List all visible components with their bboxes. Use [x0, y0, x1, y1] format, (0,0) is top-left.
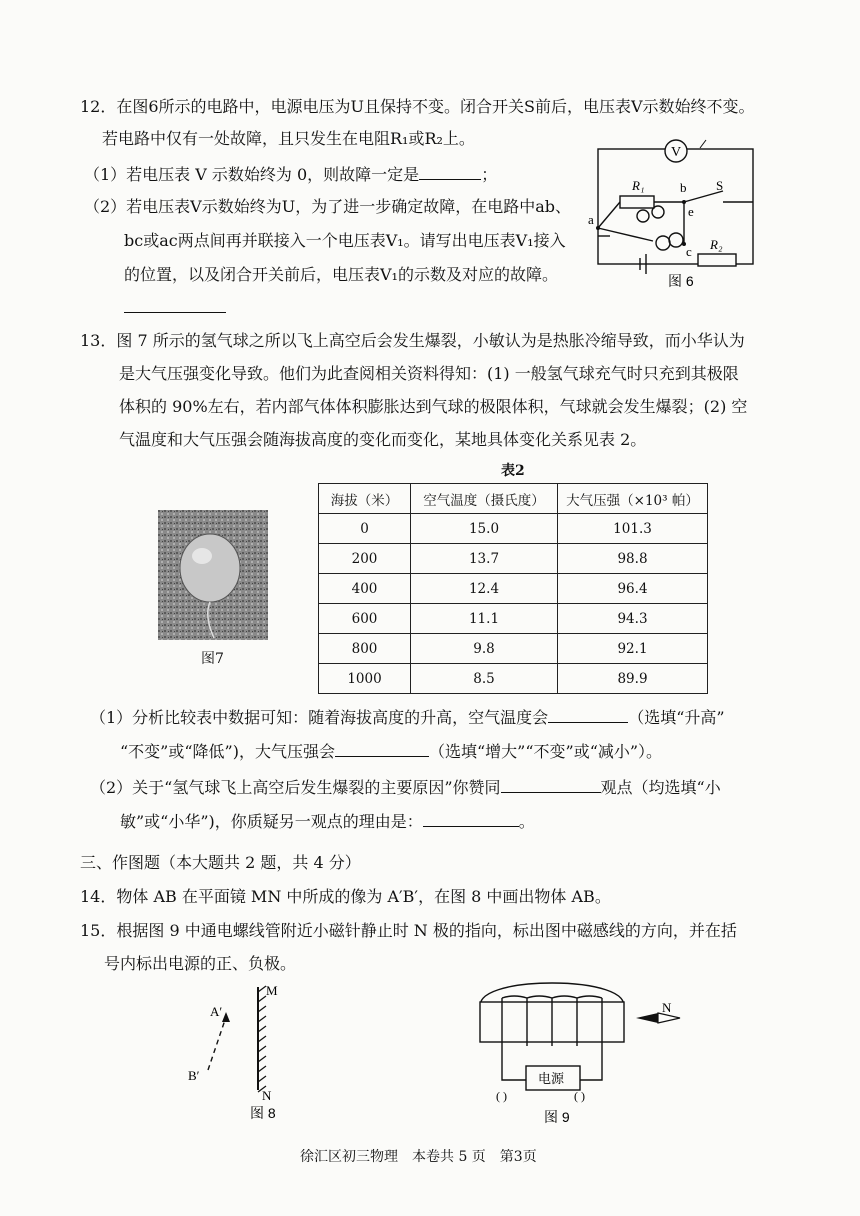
table-row	[319, 664, 708, 694]
table-cell: 1000	[319, 664, 411, 694]
q12-line-1: 12．在图6所示的电路中，电源电压为U且保持不变。闭合开关S前后，电压表V示数始终不变。	[80, 97, 755, 116]
fig9-power-source: 电源	[538, 1071, 565, 1086]
q13-line-3: 体积的 90%左右，若内部气体体积膨胀达到气球的极限体积，气球就会发生爆裂；(2) 空	[119, 397, 748, 416]
q13-line-1: 13．图 7 所示的氢气球之所以飞上高空后会发生爆裂，小敏认为是热胀冷缩导致，而小华认为	[80, 331, 745, 350]
fig8-caption: 图 8	[250, 1105, 276, 1121]
table-2-caption: 表2	[501, 463, 525, 479]
q14-text: 14．物体 AB 在平面镜 MN 中所成的像为 A′B′，在图 8 中画出物体 AB。	[80, 887, 611, 906]
fig6-label-c: c	[686, 244, 692, 259]
table-cell: 0	[319, 514, 411, 544]
table-cell: 94.3	[558, 604, 708, 634]
q12-part-2-line-2: bc或ac两点间再并联接入一个电压表V₁。请写出电压表V₁接入	[124, 231, 566, 250]
table-header-temperature: 空气温度（摄氏度）	[411, 484, 558, 514]
fig8-label-n: N	[262, 1088, 272, 1103]
table-cell: 8.5	[411, 664, 558, 694]
fig6-label-r2: R₂	[710, 237, 723, 252]
fig6-label-r1: R₁	[632, 178, 645, 193]
q13-sub-1-line-2: “不变”或“降低”)，大气压强会 （选填“增大”“不变”或“减小”）。	[120, 742, 663, 761]
table-cell: 89.9	[558, 664, 708, 694]
table-cell: 200	[319, 544, 411, 574]
table-row	[319, 514, 708, 544]
fig6-label-a: a	[588, 212, 594, 227]
figure-6-circuit	[588, 136, 770, 296]
table-cell: 98.8	[558, 544, 708, 574]
q13-answer-blank-reason[interactable]	[423, 810, 519, 827]
q13-answer-blank-temp[interactable]	[548, 706, 628, 723]
fig6-label-e: e	[688, 204, 694, 219]
q12-part-1: （1）若电压表 V 示数始终为 0，则故障一定是 ；	[84, 165, 498, 184]
fig6-label-s: S	[716, 178, 724, 193]
table-cell: 101.3	[558, 514, 708, 544]
fig9-label-n: N	[662, 1000, 672, 1015]
q13-sub-2-line-1: （2）关于“氢气球飞上高空后发生爆裂的主要原因”你赞同 观点（均选填“小	[90, 778, 721, 797]
table-cell: 800	[319, 634, 411, 664]
fig6-label-v: V	[671, 145, 682, 160]
fig9-caption: 图 9	[544, 1109, 570, 1125]
table-cell: 15.0	[411, 514, 558, 544]
table-header-pressure: 大气压强（×10³ 帕）	[558, 484, 708, 514]
figure-9-solenoid	[462, 972, 702, 1132]
q15-line-2: 号内标出电源的正、负极。	[104, 954, 297, 973]
q12-line-2: 若电路中仅有一处故障，且只发生在电阻R₁或R₂上。	[102, 129, 475, 148]
fig9-paren-right[interactable]: ( )	[574, 1089, 585, 1103]
page-footer: 徐汇区初三物理 本卷共 5 页 第3页	[300, 1149, 537, 1165]
table-cell: 9.8	[411, 634, 558, 664]
figure-8-mirror	[180, 982, 290, 1122]
table-cell: 92.1	[558, 634, 708, 664]
q12-part-2-line-1: （2）若电压表V示数始终为U，为了进一步确定故障，在电路中ab、	[84, 197, 572, 216]
fig6-label-b: b	[680, 180, 687, 195]
fig8-label-b-prime: B′	[188, 1068, 200, 1083]
q15-line-1: 15．根据图 9 中通电螺线管附近小磁针静止时 N 极的指向，标出图中磁感线的方向，并在括	[80, 921, 737, 940]
q13-answer-blank-viewpoint[interactable]	[501, 776, 601, 793]
q13-answer-blank-pressure[interactable]	[335, 740, 429, 757]
q12-answer-blank-1[interactable]	[419, 163, 481, 180]
q12-part-2-line-3: 的位置，以及闭合开关前后，电压表V₁的示数及对应的故障。	[124, 265, 558, 284]
table-cell: 96.4	[558, 574, 708, 604]
fig8-label-a-prime: A′	[210, 1004, 223, 1019]
q13-line-4: 气温度和大气压强会随海拔高度的变化而变化，某地具体变化关系见表 2。	[119, 430, 647, 449]
figure-7-caption: 图7	[201, 651, 224, 667]
table-cell: 11.1	[411, 604, 558, 634]
fig6-caption: 图 6	[668, 273, 694, 289]
table-cell: 600	[319, 604, 411, 634]
table-row	[319, 574, 708, 604]
figure-7-balloon-photo	[158, 510, 268, 640]
table-row	[319, 604, 708, 634]
table-header-altitude: 海拔（米）	[319, 484, 411, 514]
q13-sub-2-line-2: 敏”或“小华”)，你质疑另一观点的理由是： 。	[120, 812, 535, 831]
table-row	[319, 634, 708, 664]
q12-answer-blank-2[interactable]	[124, 296, 226, 313]
table-header-row	[319, 484, 708, 514]
table-cell: 13.7	[411, 544, 558, 574]
fig9-paren-left[interactable]: ( )	[496, 1089, 507, 1103]
table-cell: 12.4	[411, 574, 558, 604]
table-2	[318, 483, 708, 694]
table-row	[319, 544, 708, 574]
section-3-heading: 三、作图题（本大题共 2 题，共 4 分）	[80, 853, 361, 872]
q13-sub-1-line-1: （1）分析比较表中数据可知：随着海拔高度的升高，空气温度会 （选填“升高”	[90, 708, 725, 727]
q13-line-2: 是大气压强变化导致。他们为此查阅相关资料得知：(1) 一般氢气球充气时只充到其极限	[119, 364, 739, 383]
fig8-label-m: M	[266, 983, 278, 998]
table-cell: 400	[319, 574, 411, 604]
